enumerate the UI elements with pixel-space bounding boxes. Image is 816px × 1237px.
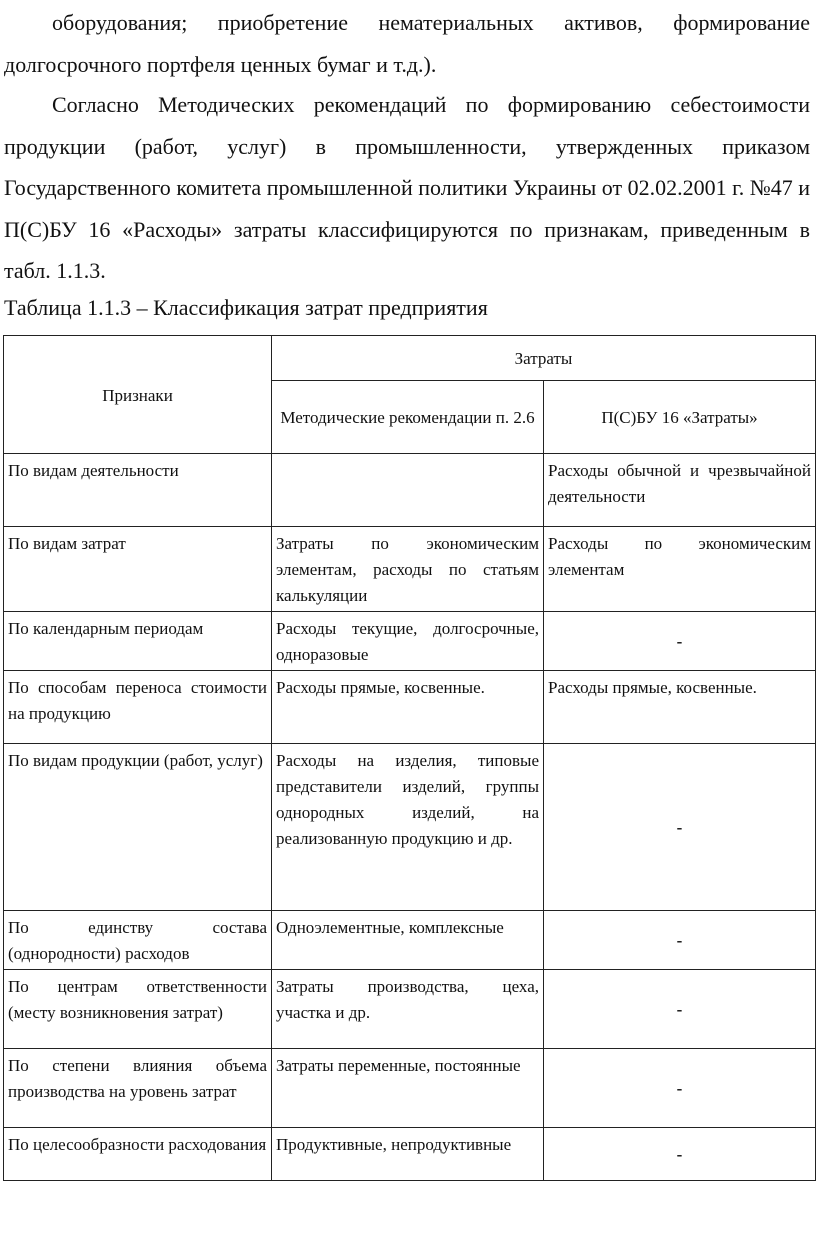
method-cell: Одноэлементные, комплексные [272, 911, 544, 970]
standard-cell: - [544, 1128, 816, 1181]
criterion-cell: По целесообразности расходования [4, 1128, 272, 1181]
criterion-cell: По видам затрат [4, 527, 272, 612]
header-criteria: Признаки [4, 336, 272, 454]
method-cell: Затраты переменные, постоянные [272, 1049, 544, 1128]
table-row [4, 911, 816, 970]
header-standard: П(С)БУ 16 «Затраты» [544, 381, 816, 454]
table-row [4, 612, 816, 671]
method-cell: Продуктивные, непродуктивные [272, 1128, 544, 1181]
method-cell: Затраты производства, цеха, участка и др. [272, 970, 544, 1049]
standard-cell: - [544, 911, 816, 970]
standard-cell: Расходы обычной и чрезвычайной деятельности [544, 454, 816, 527]
method-cell: Расходы прямые, косвенные. [272, 671, 544, 744]
table-row [4, 1128, 816, 1181]
table-row [4, 1049, 816, 1128]
criterion-cell: По видам продукции (работ, услуг) [4, 744, 272, 911]
criterion-cell: По единству состава (однородности) расходов [4, 911, 272, 970]
table-row [4, 744, 816, 911]
standard-cell: Расходы прямые, косвенные. [544, 671, 816, 744]
standard-cell: - [544, 612, 816, 671]
criterion-cell: По центрам ответственности (месту возникновения затрат) [4, 970, 272, 1049]
standard-cell: - [544, 1049, 816, 1128]
table-row [4, 671, 816, 744]
table-caption: Таблица 1.1.3 – Классификация затрат предприятия [4, 295, 488, 320]
criterion-cell: По видам деятельности [4, 454, 272, 527]
table-row [4, 527, 816, 612]
method-cell: Затраты по экономическим элементам, расходы по статьям калькуляции [272, 527, 544, 612]
paragraph-2: Согласно Методических рекомендаций по формированию себестоимости продукции (работ, услуг) в промышленности, утвержденных приказом Государственного комитета промышленной политики Украины от 02.02.2001 г. №47 и П(С)БУ 16 «Расходы» затраты классифицируются по признакам, приведенным в табл. 1.1.3. [4, 92, 810, 283]
table-row [4, 454, 816, 527]
method-cell [272, 454, 544, 527]
standard-cell: Расходы по экономическим элементам [544, 527, 816, 612]
criterion-cell: По календарным периодам [4, 612, 272, 671]
method-cell: Расходы текущие, долгосрочные, одноразовые [272, 612, 544, 671]
standard-cell: - [544, 970, 816, 1049]
criterion-cell: По способам переноса стоимости на продукцию [4, 671, 272, 744]
criterion-cell: По степени влияния объема производства на уровень затрат [4, 1049, 272, 1128]
standard-cell: - [544, 744, 816, 911]
method-cell: Расходы на изделия, типовые представители изделий, группы однородных изделий, на реализованную продукцию и др. [272, 744, 544, 911]
header-costs: Затраты [272, 336, 816, 381]
table-row [4, 970, 816, 1049]
header-method: Методические рекомендации п. 2.6 [272, 381, 544, 454]
cost-classification-table [3, 335, 816, 1181]
paragraph-1: оборудования; приобретение нематериальных активов, формирование долгосрочного портфеля ценных бумаг и т.д.). [4, 10, 810, 77]
